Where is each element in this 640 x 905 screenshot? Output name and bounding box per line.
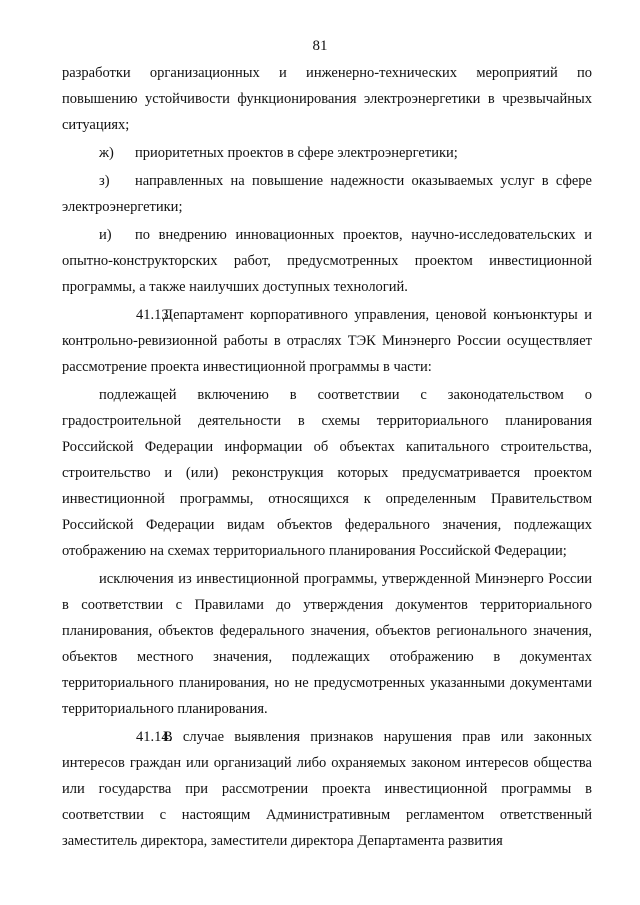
list-marker: ж) xyxy=(99,145,114,161)
list-item-zh xyxy=(62,140,592,166)
list-item-text: направленных на повышение надежности оказываемых услуг в сфере электроэнергетики; xyxy=(62,173,592,215)
clause-number: 41.13. xyxy=(136,307,173,323)
list-marker: и) xyxy=(99,227,112,243)
paragraph-continuation xyxy=(62,60,592,138)
list-item-i xyxy=(62,222,592,300)
list-item-text: приоритетных проектов в сфере электроэнергетики; xyxy=(135,145,458,161)
paragraph-inclusion xyxy=(62,382,592,564)
list-item-z xyxy=(62,168,592,220)
clause-41-14 xyxy=(62,724,592,854)
clause-number: 41.14. xyxy=(136,729,173,745)
paragraph-text: исключения из инвестиционной программы, утвержденной Минэнерго России в соответствии с Правилами до утверждения документов территориального планирования, объектов федерального значения, объектов регионального значения, объектов местного значения, подлежащих отображению в документах территориального планирования, но не предусмотренных указанными документами территориального планирования. xyxy=(62,571,592,717)
page-number: 81 xyxy=(312,38,328,54)
list-item-text: по внедрению инновационных проектов, научно-исследовательских и опытно-конструкторских работ, предусмотренных проектом инвестиционной программы, а также наилучших доступных технологий. xyxy=(62,227,592,295)
clause-41-13 xyxy=(62,302,592,380)
paragraph-exclusion xyxy=(62,566,592,722)
document-body xyxy=(62,60,592,854)
paragraph-text: подлежащей включению в соответствии с законодательством о градостроительной деятельности в схемы территориального планирования Российской Федерации информации об объектах капитального строительства, строительство и (или) реконструкция которых предусматривается проектом инвестиционной программы, относящихся к определенным Правительством Российской Федерации видам объектов федерального значения, подлежащих отображению на схемах территориального планирования Российской Федерации; xyxy=(62,387,592,559)
clause-text: Департамент корпоративного управления, ценовой конъюнктуры и контрольно-ревизионной работы в отраслях ТЭК Минэнерго России осуществляет рассмотрение проекта инвестиционной программы в части: xyxy=(62,307,592,375)
list-marker: з) xyxy=(99,173,110,189)
clause-text: В случае выявления признаков нарушения прав или законных интересов граждан или организаций либо охраняемых законом интересов общества или государства при рассмотрении проекта инвестиционной программы в соответствии с настоящим Административным регламентом ответственный заместитель директора, заместители директора Департамента развития xyxy=(62,729,592,849)
paragraph-text: разработки организационных и инженерно-технических мероприятий по повышению устойчивости функционирования электроэнергетики в чрезвычайных ситуациях; xyxy=(62,65,592,133)
